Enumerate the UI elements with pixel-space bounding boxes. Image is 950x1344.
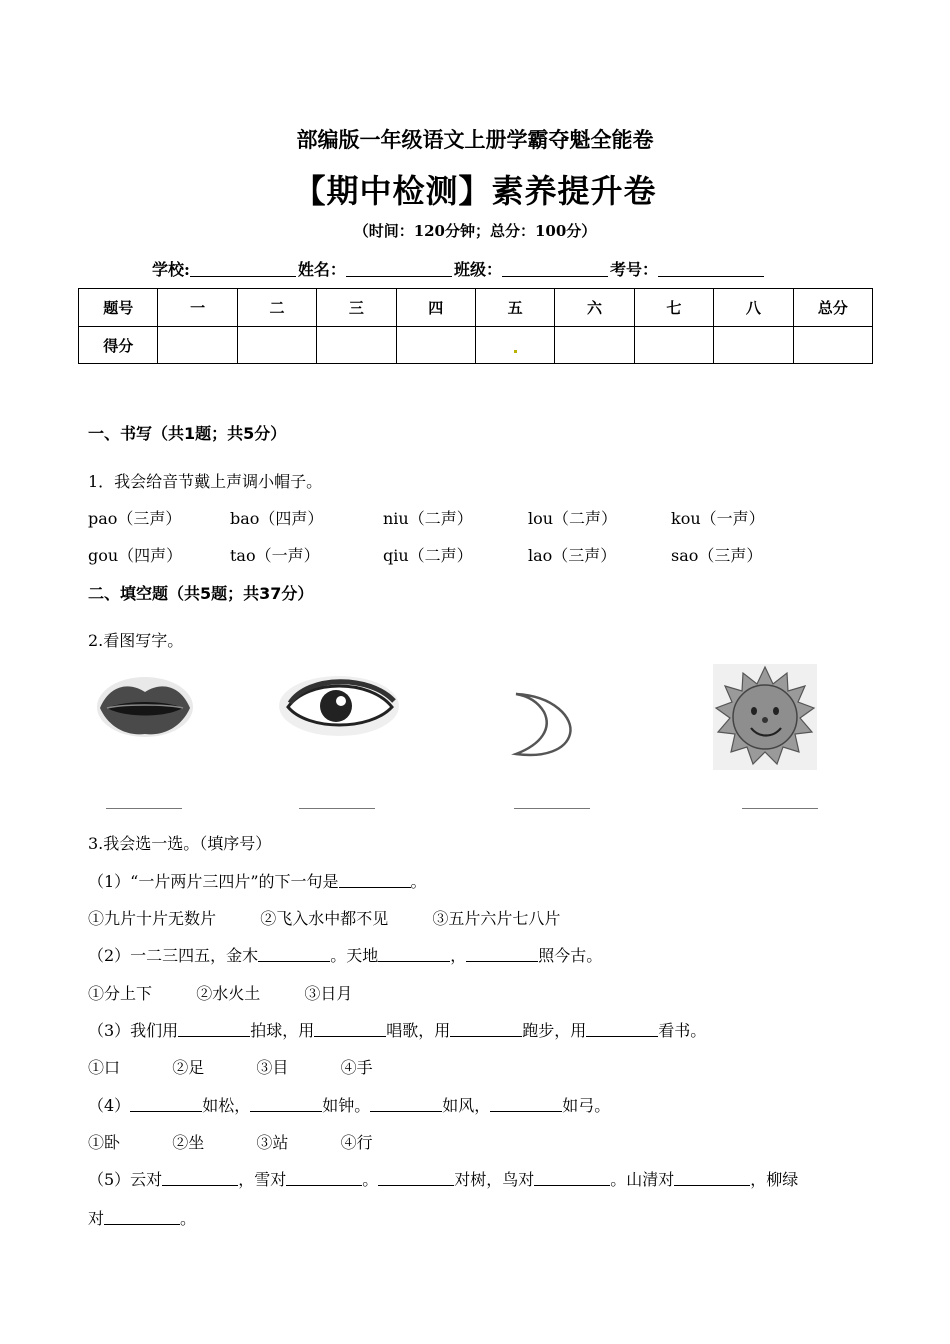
fill-blank[interactable] (250, 1096, 322, 1112)
pinyin-item: bao（四声） (230, 509, 324, 528)
option: ③五片六片七八片 (432, 909, 561, 928)
fill-blank[interactable] (286, 1170, 362, 1186)
score-cell[interactable] (396, 327, 475, 364)
fill-blank[interactable] (466, 946, 538, 962)
answer-blank[interactable] (514, 808, 590, 809)
q3-3-text: 看书。 (658, 1021, 707, 1040)
q3-part2-options (88, 981, 352, 1004)
fill-blank[interactable] (586, 1021, 658, 1037)
q3-part2 (88, 943, 602, 966)
question-1: 1．我会给音节戴上声调小帽子。 (88, 472, 323, 491)
option: ③目 (256, 1058, 289, 1077)
q3-part1-options (88, 906, 560, 929)
q3-5-text: 。 (362, 1170, 379, 1189)
score-header-cell: 五 (475, 289, 554, 327)
q3-2-text: （2）一二三四五，金木 (88, 946, 259, 965)
q3-4-text: 如钟。 (322, 1096, 371, 1115)
fill-blank[interactable] (378, 1170, 454, 1186)
section-2-title: 二、填空题（共5题；共37分） (88, 584, 314, 603)
score-header-cell: 六 (555, 289, 634, 327)
option: ①分上下 (88, 984, 153, 1003)
score-table-score-row (79, 327, 873, 364)
score-table (78, 288, 873, 364)
option: ④行 (340, 1133, 373, 1152)
fill-blank[interactable] (450, 1021, 522, 1037)
q3-1-text: （1）“一片两片三四片”的下一句是 (88, 872, 339, 891)
q3-part5-cont (88, 1206, 196, 1229)
q3-5-text: ，柳绿 (750, 1170, 799, 1189)
q3-4-text: 如松， (202, 1096, 251, 1115)
sun-icon (713, 664, 817, 770)
section-1-title: 一、书写（共1题；共5分） (88, 424, 287, 443)
answer-blank[interactable] (742, 808, 818, 809)
q3-4-text: 如弓。 (562, 1096, 611, 1115)
score-cell[interactable] (158, 327, 237, 364)
q3-3-text: 拍球，用 (250, 1021, 315, 1040)
fill-blank[interactable] (314, 1021, 386, 1037)
q3-4-text: （4） (88, 1096, 131, 1115)
fill-blank[interactable] (162, 1170, 238, 1186)
fill-blank[interactable] (339, 872, 411, 888)
score-header-cell: 四 (396, 289, 475, 327)
question-2: 2.看图写字。 (88, 631, 184, 650)
exam-info: （时间：120分钟；总分：100分） (353, 222, 597, 240)
eye-icon (278, 675, 400, 737)
moon-icon (508, 688, 578, 760)
fill-blank[interactable] (178, 1021, 250, 1037)
q3-5-text: 。 (180, 1209, 197, 1228)
question-3: 3.我会选一选。（填序号） (88, 834, 272, 853)
class-label: 班级： (453, 260, 502, 279)
pinyin-item: gou（四声） (88, 546, 183, 565)
exam-number-label: 考号： (609, 260, 658, 279)
option: ②水火土 (196, 984, 261, 1003)
q3-2-text: ， (450, 946, 467, 965)
q3-part1 (88, 869, 427, 892)
answer-blank[interactable] (299, 808, 375, 809)
fill-blank[interactable] (490, 1096, 562, 1112)
score-header-cell: 七 (634, 289, 713, 327)
q3-part3-options (88, 1055, 373, 1078)
pinyin-item: tao（一声） (230, 546, 320, 565)
fill-blank[interactable] (674, 1170, 750, 1186)
q3-2-text: 照今古。 (538, 946, 603, 965)
fill-blank[interactable] (104, 1209, 180, 1225)
exam-number-blank[interactable] (658, 260, 764, 277)
q3-part5 (88, 1167, 798, 1190)
pinyin-item: kou（一声） (671, 509, 765, 528)
q3-5-text: 。山清对 (610, 1170, 675, 1189)
paper-title: 部编版一年级语文上册学霸夺魁全能卷 (296, 128, 654, 152)
fill-blank[interactable] (534, 1170, 610, 1186)
pinyin-item: niu（二声） (383, 509, 473, 528)
q3-3-text: （3）我们用 (88, 1021, 179, 1040)
q3-3-text: 唱歌，用 (386, 1021, 451, 1040)
q3-part4-options (88, 1130, 373, 1153)
q3-3-text: 跑步，用 (522, 1021, 587, 1040)
answer-blank[interactable] (106, 808, 182, 809)
q3-5-text: ，雪对 (238, 1170, 287, 1189)
option: ③站 (256, 1133, 289, 1152)
pinyin-item: lou（二声） (528, 509, 618, 528)
score-row-label: 得分 (79, 327, 158, 364)
q3-part3 (88, 1018, 706, 1041)
q3-2-text: 。天地 (330, 946, 379, 965)
pinyin-item: sao（三声） (671, 546, 763, 565)
q3-4-text: 如风， (442, 1096, 491, 1115)
student-fields (152, 257, 766, 280)
q3-1-end: 。 (410, 872, 427, 891)
score-cell[interactable] (237, 327, 316, 364)
stray-dot (514, 350, 517, 353)
score-cell[interactable] (714, 327, 793, 364)
paper-subtitle: 【期中检测】素养提升卷 (293, 172, 657, 210)
name-label: 姓名： (297, 260, 346, 279)
fill-blank[interactable] (258, 946, 330, 962)
score-header-cell: 八 (714, 289, 793, 327)
score-table-header-row (79, 289, 873, 327)
q3-part4 (88, 1093, 610, 1116)
pinyin-item: qiu（二声） (383, 546, 473, 565)
option: ①九片十片无数片 (88, 909, 217, 928)
q3-5-text: （5）云对 (88, 1170, 163, 1189)
name-blank[interactable] (346, 260, 452, 277)
score-cell[interactable] (475, 327, 554, 364)
score-header-cell: 题号 (79, 289, 158, 327)
score-cell[interactable] (793, 327, 872, 364)
score-cell[interactable] (317, 327, 396, 364)
score-header-cell: 三 (317, 289, 396, 327)
option: ①卧 (88, 1133, 121, 1152)
score-header-cell: 二 (237, 289, 316, 327)
score-cell[interactable] (555, 327, 634, 364)
option: ②坐 (172, 1133, 205, 1152)
school-label: 学校: (152, 260, 190, 279)
mouth-icon (95, 672, 195, 742)
score-cell[interactable] (634, 327, 713, 364)
score-header-cell: 一 (158, 289, 237, 327)
pinyin-item: pao（三声） (88, 509, 182, 528)
option: ②足 (172, 1058, 205, 1077)
option: ②飞入水中都不见 (260, 909, 389, 928)
fill-blank[interactable] (370, 1096, 442, 1112)
option: ①口 (88, 1058, 121, 1077)
class-blank[interactable] (502, 260, 608, 277)
score-header-cell: 总分 (793, 289, 872, 327)
school-blank[interactable] (190, 260, 296, 277)
q3-5-text: 对 (88, 1209, 105, 1228)
option: ③日月 (304, 984, 353, 1003)
option: ④手 (340, 1058, 373, 1077)
q3-5-text: 对树，鸟对 (454, 1170, 535, 1189)
pinyin-item: lao（三声） (528, 546, 617, 565)
fill-blank[interactable] (130, 1096, 202, 1112)
fill-blank[interactable] (378, 946, 450, 962)
